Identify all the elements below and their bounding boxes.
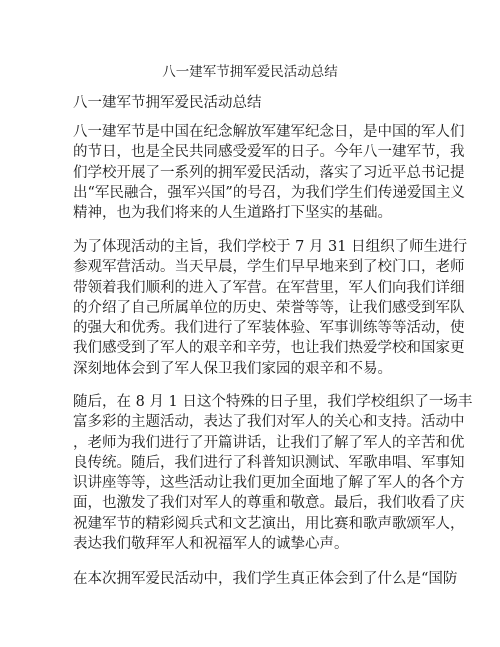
paragraph-line: 出“军民融合，强军兴国”的号召，为我们学生们传递爱国主义 xyxy=(73,184,465,201)
paragraph-line: 表达我们敬拜军人和祝福军人的诚挚心声。 xyxy=(73,536,349,553)
paragraph-line: 们学校开展了一系列的拥军爱民活动，落实了习近平总书记提 xyxy=(73,164,465,181)
document-subtitle: 八一建军节拥军爱民活动总结 xyxy=(73,95,262,111)
paragraph-line: ，老师为我们进行了开篇讲话，让我们了解了军人的辛苦和优 xyxy=(73,434,465,451)
paragraph-line: 我们感受到了军人的艰辛和辛劳，也让我们热爱学校和国家更 xyxy=(73,340,465,357)
document-title: 八一建军节拥军爱民活动总结 xyxy=(162,64,338,80)
paragraph-line: 面，也激发了我们对军人的尊重和敬意。最后，我们收看了庆 xyxy=(73,495,465,512)
paragraph-2 xyxy=(73,237,473,379)
paragraph-line: 祝建军节的精彩阅兵式和文艺演出，用比赛和歌声歌颂军人， xyxy=(73,515,465,532)
paragraph-line: 良传统。随后，我们进行了科普知识测试、军歌串唱、军事知 xyxy=(73,454,465,471)
paragraph-line: 识讲座等等，这些活动让我们更加全面地了解了军人的各个方 xyxy=(73,475,465,492)
paragraph-line: 精神，也为我们将来的人生道路打下坚实的基础。 xyxy=(73,205,392,222)
paragraph-4 xyxy=(73,569,473,589)
paragraph-line: 随后，在 8 月 1 日这个特殊的日子里，我们学校组织了一场丰 xyxy=(73,394,473,410)
paragraph-line: 在本次拥军爱民活动中，我们学生真正体会到了什么是“国防 xyxy=(73,571,458,587)
paragraph-3 xyxy=(73,392,473,554)
paragraph-line: 的节日，也是全民共同感受爱军的日子。今年八一建军节，我 xyxy=(73,144,465,161)
paragraph-line: 八一建军节是中国在纪念解放军建军纪念日，是中国的军人们 xyxy=(73,124,465,140)
paragraph-line: 参观军营活动。当天早晨，学生们早早地来到了校门口，老师 xyxy=(73,259,465,276)
paragraph-line: 的强大和优秀。我们进行了军装体验、军事训练等等活动，使 xyxy=(73,320,465,337)
paragraph-1 xyxy=(73,122,473,223)
paragraph-line: 带领着我们顺利的进入了军营。在军营里，军人们向我们详细 xyxy=(73,279,465,296)
paragraph-line: 深刻地体会到了军人保卫我们家园的艰辛和不易。 xyxy=(73,360,392,377)
paragraph-line: 富多彩的主题活动，表达了我们对军人的关心和支持。活动中 xyxy=(73,414,465,431)
paragraph-line: 的介绍了自己所属单位的历史、荣誉等等，让我们感受到军队 xyxy=(73,299,465,316)
paragraph-line: 为了体现活动的主旨，我们学校于 7 月 31 日组织了师生进行 xyxy=(73,239,468,255)
